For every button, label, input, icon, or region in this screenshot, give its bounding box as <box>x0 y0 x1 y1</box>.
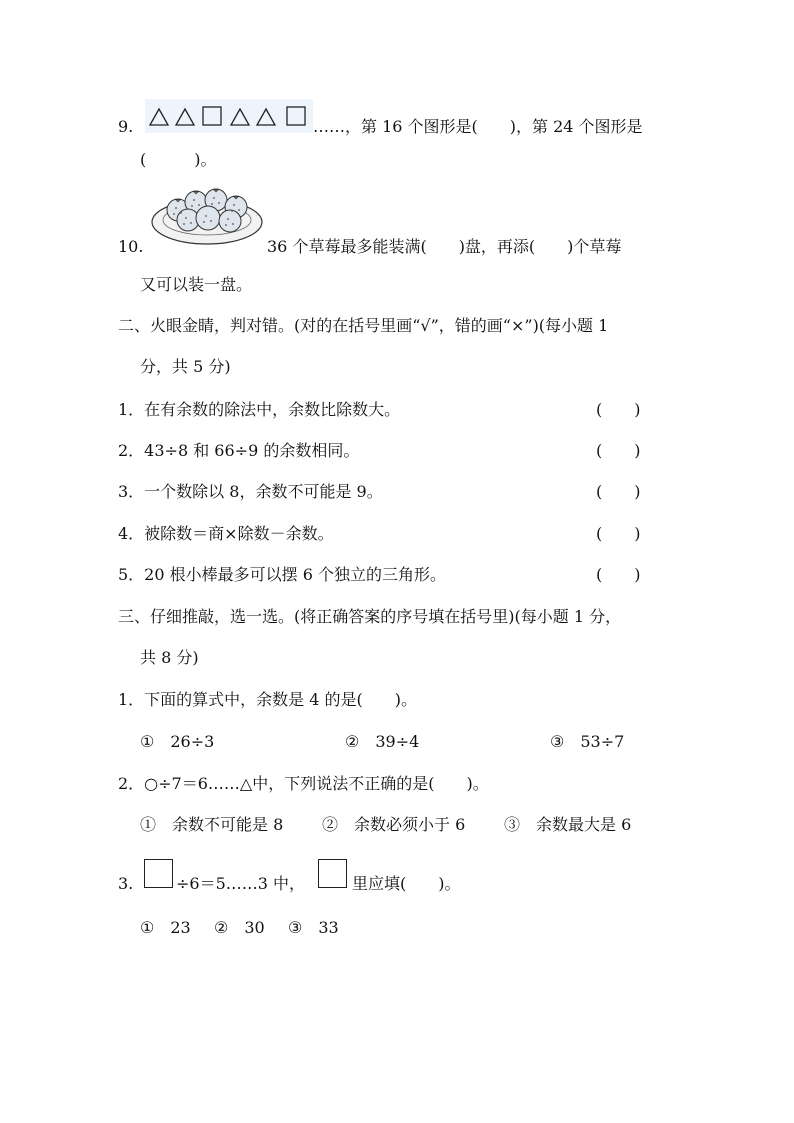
choice-q2-option-2[interactable]: ② 余数必须小于 6 <box>322 815 466 834</box>
judge-item-5: 5．20 根小棒最多可以摆 6 个独立的三角形。 <box>118 565 446 584</box>
section3-title-cont: 共 8 分) <box>140 648 199 667</box>
q10-line2: 又可以装一盘。 <box>140 275 253 294</box>
answer-paren-5[interactable]: ( ) <box>596 565 641 584</box>
strawberry-plate-illustration <box>150 180 265 248</box>
q10-line1 <box>118 237 143 257</box>
choice-q3-option-1[interactable]: ① 23 <box>140 918 191 937</box>
judge-item-1: 1．在有余数的除法中，余数比除数大。 <box>118 400 401 419</box>
answer-paren-4[interactable]: ( ) <box>596 524 641 543</box>
q9-line1 <box>118 117 133 137</box>
q9-line1-rest <box>313 117 643 137</box>
answer-paren-3[interactable]: ( ) <box>596 482 641 501</box>
q9-text: ……，第 16 个图形是( )，第 24 个图形是 <box>313 117 643 136</box>
choice-q3-option-2[interactable]: ② 30 <box>214 918 265 937</box>
judge-item-4: 4．被除数＝商×除数－余数。 <box>118 524 334 543</box>
shape-sequence-figure <box>142 97 317 137</box>
blank-box-2[interactable] <box>318 859 347 888</box>
q9-line2: ( )。 <box>140 150 217 169</box>
choice-q1-option-3[interactable]: ③ 53÷7 <box>550 732 625 751</box>
choice-q3-option-3[interactable]: ③ 33 <box>288 918 339 937</box>
judge-item-3: 3．一个数除以 8，余数不可能是 9。 <box>118 482 383 501</box>
answer-paren-2[interactable]: ( ) <box>596 441 641 460</box>
choice-q2: 2．○÷7＝6……△中，下列说法不正确的是( )。 <box>118 774 489 793</box>
q10-line1-rest: 36 个草莓最多能装满( )盘，再添( )个草莓 <box>267 237 622 256</box>
blank-box-1[interactable] <box>144 859 173 888</box>
judge-item-2: 2．43÷8 和 66÷9 的余数相同。 <box>118 441 360 460</box>
choice-q1-option-2[interactable]: ② 39÷4 <box>345 732 420 751</box>
q10-number: 10. <box>118 237 144 256</box>
figure-background <box>145 99 313 133</box>
strawberries <box>167 189 247 232</box>
q9-number: 9. <box>118 117 134 136</box>
choice-q3-mid: ÷6＝5……3 中， <box>176 874 306 893</box>
choice-q2-option-3[interactable]: ③ 余数最大是 6 <box>504 815 632 834</box>
choice-q1: 1．下面的算式中，余数是 4 的是( )。 <box>118 690 418 709</box>
choice-q3-end: 里应填( )。 <box>352 874 461 893</box>
answer-paren-1[interactable]: ( ) <box>596 400 641 419</box>
section2-title: 二、火眼金睛，判对错。(对的在括号里画“√”，错的画“×”)(每小题 1 <box>118 316 609 335</box>
choice-q2-option-1[interactable]: ① 余数不可能是 8 <box>140 815 284 834</box>
choice-q3: 3. <box>118 874 134 893</box>
choice-q1-option-1[interactable]: ① 26÷3 <box>140 732 215 751</box>
section3-title: 三、仔细推敲，选一选。(将正确答案的序号填在括号里)(每小题 1 分， <box>118 607 622 626</box>
section2-title-cont: 分，共 5 分) <box>140 357 231 376</box>
